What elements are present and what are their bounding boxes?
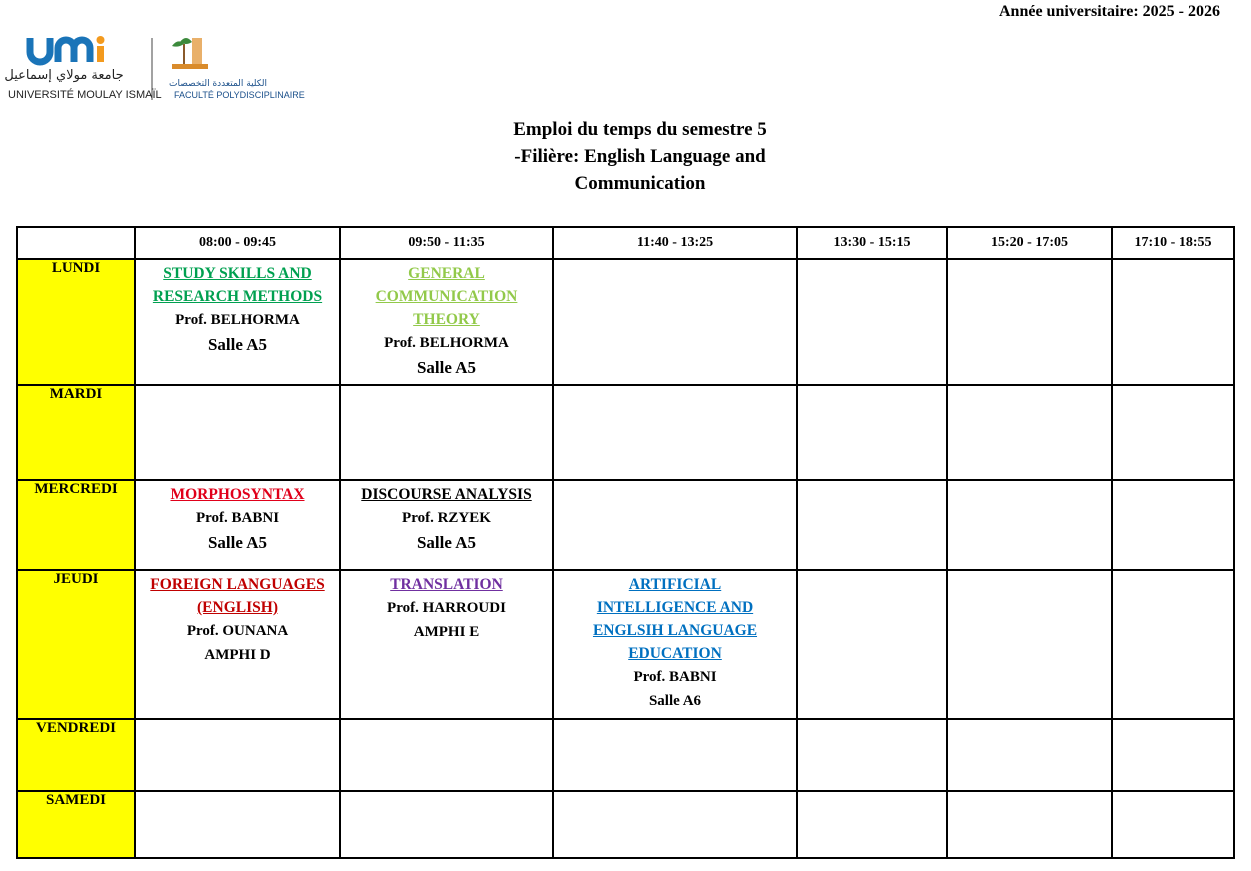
course-prof: Prof. OUNANA (186, 623, 289, 639)
empty-cell (135, 791, 340, 858)
course-room: Salle A5 (416, 533, 477, 552)
title-line-2: -Filière: English Language and (514, 146, 766, 167)
slot-header-5: 15:20 - 17:05 (947, 227, 1112, 259)
course-cell-jeudi-2 (340, 570, 553, 719)
course-title: ARTIFICIAL INTELLIGENCE AND ENGLSIH LANGUAGE EDUCATION (592, 576, 758, 662)
empty-cell (1112, 570, 1234, 719)
timetable (16, 226, 1235, 859)
course-room: Salle A5 (416, 358, 477, 377)
course-prof: Prof. BABNI (195, 510, 280, 526)
day-row-jeudi (17, 570, 1234, 719)
day-label-mardi: MARDI (17, 385, 135, 480)
svg-text:FACULTÉ POLYDISCIPLINAIRE: FACULTÉ POLYDISCIPLINAIRE (174, 90, 305, 100)
empty-cell (797, 385, 947, 480)
slot-header-3: 11:40 - 13:25 (553, 227, 797, 259)
university-logo (4, 34, 305, 106)
empty-cell (1112, 480, 1234, 570)
day-label-jeudi: JEUDI (17, 570, 135, 719)
empty-cell (797, 259, 947, 385)
course-room: Salle A5 (207, 335, 268, 354)
empty-cell (947, 570, 1112, 719)
day-row-lundi (17, 259, 1234, 385)
course-title: DISCOURSE ANALYSIS (361, 486, 532, 503)
empty-cell (135, 719, 340, 791)
empty-cell (340, 791, 553, 858)
empty-cell (553, 259, 797, 385)
empty-cell (947, 480, 1112, 570)
empty-cell (553, 719, 797, 791)
empty-cell (797, 791, 947, 858)
course-cell-jeudi-1 (135, 570, 340, 719)
empty-cell (553, 791, 797, 858)
course-title: MORPHOSYNTAX (170, 486, 305, 503)
course-cell-mercredi-1 (135, 480, 340, 570)
course-cell-lundi-2 (340, 259, 553, 385)
corner-cell (17, 227, 135, 259)
empty-cell (1112, 385, 1234, 480)
course-prof: Prof. BABNI (633, 669, 717, 685)
empty-cell (340, 719, 553, 791)
course-title: STUDY SKILLS AND RESEARCH METHODS (152, 265, 323, 305)
course-prof: Prof. HARROUDI (387, 600, 506, 616)
day-row-mardi (17, 385, 1234, 480)
course-title: GENERAL COMMUNICATION THEORY (375, 265, 518, 328)
course-cell-lundi-1 (135, 259, 340, 385)
empty-cell (797, 719, 947, 791)
empty-cell (553, 385, 797, 480)
empty-cell (340, 385, 553, 480)
slot-header-4: 13:30 - 15:15 (797, 227, 947, 259)
course-cell-mercredi-2 (340, 480, 553, 570)
empty-cell (1112, 791, 1234, 858)
day-row-vendredi (17, 719, 1234, 791)
svg-text:UNIVERSITÉ MOULAY ISMAÏL: UNIVERSITÉ MOULAY ISMAÏL (8, 89, 162, 101)
course-title: TRANSLATION (390, 576, 503, 593)
empty-cell (797, 570, 947, 719)
course-room: Salle A6 (648, 693, 702, 709)
empty-cell (1112, 259, 1234, 385)
day-row-mercredi (17, 480, 1234, 570)
svg-text:الكلية المتعددة التخصصات: الكلية المتعددة التخصصات (169, 79, 267, 89)
course-room: Salle A5 (207, 533, 268, 552)
title-line-1: Emploi du temps du semestre 5 (513, 119, 767, 140)
empty-cell (1112, 719, 1234, 791)
slot-header-2: 09:50 - 11:35 (340, 227, 553, 259)
day-row-samedi (17, 791, 1234, 858)
title-line-3: Communication (574, 173, 706, 194)
course-prof: Prof. RZYEK (402, 510, 491, 526)
day-label-lundi: LUNDI (17, 259, 135, 385)
empty-cell (947, 791, 1112, 858)
academic-year: Année universitaire: 2025 - 2026 (998, 3, 1220, 20)
course-cell-jeudi-3 (553, 570, 797, 719)
course-room: AMPHI E (413, 624, 480, 640)
slot-header-1: 08:00 - 09:45 (135, 227, 340, 259)
empty-cell (947, 719, 1112, 791)
empty-cell (947, 385, 1112, 480)
svg-text:جامعة مولاي إسماعيل: جامعة مولاي إسماعيل (4, 68, 124, 83)
day-label-mercredi: MERCREDI (17, 480, 135, 570)
day-label-vendredi: VENDREDI (17, 719, 135, 791)
empty-cell (553, 480, 797, 570)
empty-cell (947, 259, 1112, 385)
header-row (17, 227, 1234, 259)
page-title (440, 116, 840, 197)
course-room: AMPHI D (204, 647, 271, 663)
course-prof: Prof. BELHORMA (384, 335, 509, 351)
day-label-samedi: SAMEDI (17, 791, 135, 858)
course-title: FOREIGN LANGUAGES (ENGLISH) (150, 576, 325, 616)
course-prof: Prof. BELHORMA (175, 312, 300, 328)
empty-cell (135, 385, 340, 480)
empty-cell (797, 480, 947, 570)
slot-header-6: 17:10 - 18:55 (1112, 227, 1234, 259)
